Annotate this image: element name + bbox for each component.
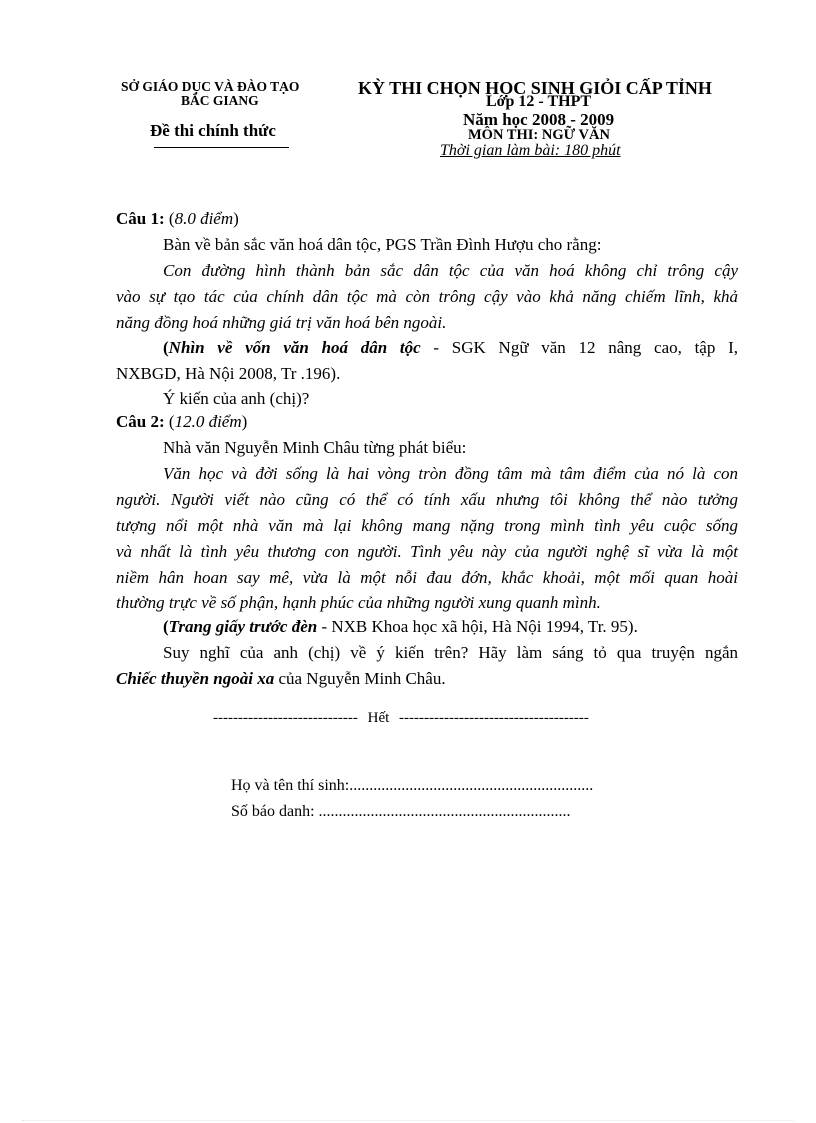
question-1-ask: Ý kiến của anh (chị)? — [163, 389, 310, 408]
question-2-quote-line: tượng nổi một nhà văn mà lại không mang nặng trong mình tình yêu cuộc sống — [116, 516, 738, 535]
question-1-quote-line: năng đồng hoá những giá trị văn hoá bên ngoài. — [116, 313, 447, 332]
question-2-work-title: Chiếc thuyền ngoài xa — [116, 669, 275, 688]
question-2-source-title: Trang giấy trước đèn — [168, 617, 318, 636]
candidate-number-line: Số báo danh: ............................................................... — [231, 803, 571, 820]
question-2-intro: Nhà văn Nguyễn Minh Châu từng phát biểu: — [163, 438, 467, 457]
end-word: Hết — [367, 710, 390, 726]
official-underline — [154, 147, 289, 148]
candidate-name-line: Họ và tên thí sinh:............................................................. — [231, 777, 594, 794]
question-2-quote-line: người. Người viết nào cũng có thể có tính xấu nhưng tôi không thể nào tưởng — [116, 490, 738, 509]
school-year: Năm học 2008 - 2009 — [463, 110, 615, 129]
question-1-label: Câu 1: — [116, 209, 165, 228]
question-2-quote-line: và nhất là tình yêu thương con người. Tình yêu này của người nghệ sĩ vừa là một — [116, 542, 738, 561]
question-2-points: 12.0 điểm — [174, 412, 242, 431]
province-name: BẮC GIANG — [181, 93, 259, 108]
exam-title: KỲ THI CHỌN HỌC SINH GIỎI CẤP TỈNH — [358, 78, 712, 98]
question-2-quote-line: niềm hân hoan say mê, vừa là một nỗi đau đớn, khắc khoải, một mối quan hoài — [116, 568, 738, 587]
end-marker: ----------------------------- Hết -------------------------------------- — [213, 710, 589, 726]
question-1-source-line2: NXBGD, Hà Nội 2008, Tr .196). — [116, 364, 341, 383]
duration-label: Thời gian làm bài: 180 phút — [440, 142, 621, 159]
question-2-task: Suy nghĩ của anh (chị) về ý kiến trên? Hãy làm sáng tỏ qua truyện ngắn — [163, 643, 738, 662]
question-1-points: 8.0 điểm — [174, 209, 234, 228]
page-bottom-rule — [22, 1120, 794, 1121]
question-2-source: (Trang giấy trước đèn - NXB Khoa học xã hội, Hà Nội 1994, Tr. 95). — [163, 617, 638, 636]
question-2-label: Câu 2: — [116, 412, 165, 431]
question-1-quote-line: Con đường hình thành bản sắc dân tộc của văn hoá không chỉ trông cậy — [163, 261, 738, 280]
question-1-intro: Bàn về bản sắc văn hoá dân tộc, PGS Trần Đình Hượu cho rằng: — [163, 235, 602, 254]
question-1-heading: Câu 1: (8.0 điểm) — [116, 209, 239, 228]
question-2-task-line2: Chiếc thuyền ngoài xa của Nguyễn Minh Châu. — [116, 669, 446, 688]
department-name: SỞ GIÁO DỤC VÀ ĐÀO TẠO — [121, 79, 300, 94]
question-2-heading: Câu 2: (12.0 điểm) — [116, 412, 248, 431]
question-1-quote-line: vào sự tạo tác của chính dân tộc mà còn trông cậy vào khả năng chiếm lĩnh, khả — [116, 287, 738, 306]
official-exam-label: Đề thi chính thức — [150, 121, 276, 140]
subject-label: MÔN THI: NGỮ VĂN — [468, 127, 610, 143]
question-2-quote-line: thường trực về số phận, hạnh phúc của những người xung quanh mình. — [116, 593, 601, 612]
question-2-quote-line: Văn học và đời sống là hai vòng tròn đồng tâm mà tâm điểm của nó là con — [163, 464, 738, 483]
question-1-source-title: Nhìn về vốn văn hoá dân tộc — [168, 338, 421, 357]
grade-label: Lớp 12 - THPT — [486, 93, 592, 110]
question-1-source: (Nhìn về vốn văn hoá dân tộc - SGK Ngữ văn 12 nâng cao, tập I, — [163, 338, 738, 357]
